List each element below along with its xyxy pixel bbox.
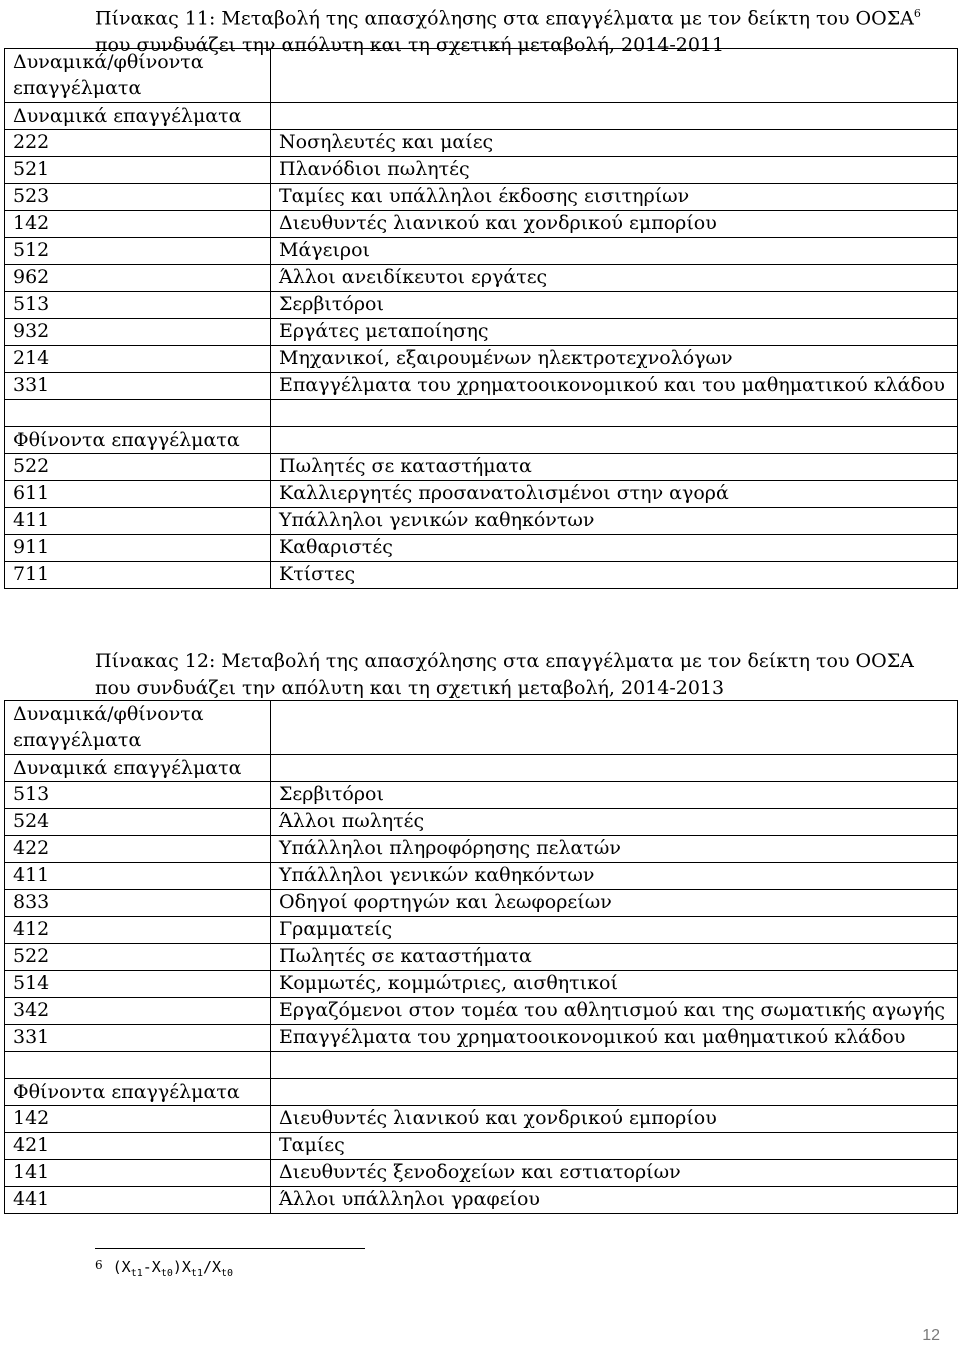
table-row bbox=[5, 1025, 958, 1052]
occupation-cell: Διευθυντές λιανικού και χονδρικού εμπορίου bbox=[271, 1106, 958, 1133]
code-cell: 522 bbox=[5, 944, 271, 971]
table-12-body bbox=[5, 701, 958, 1214]
code-cell: 962 bbox=[5, 265, 271, 292]
table-row bbox=[5, 481, 958, 508]
occupation-cell: Επαγγέλματα του χρηματοοικονομικού και του μαθηματικού κλάδου bbox=[271, 373, 958, 400]
code-cell: 512 bbox=[5, 238, 271, 265]
table-row bbox=[5, 782, 958, 809]
code-cell: 932 bbox=[5, 319, 271, 346]
footnote-number: 6 bbox=[95, 1258, 103, 1272]
code-cell: 331 bbox=[5, 1025, 271, 1052]
table-11 bbox=[4, 48, 958, 589]
table-12 bbox=[4, 700, 958, 1214]
category-cell: Φθίνοντα επαγγέλματα bbox=[5, 427, 271, 454]
code-cell: 411 bbox=[5, 508, 271, 535]
table-row bbox=[5, 809, 958, 836]
occupation-cell: Κομμωτές, κομμώτριες, αισθητικοί bbox=[271, 971, 958, 998]
occupation-cell: Ταμίες και υπάλληλοι έκδοσης εισιτηρίων bbox=[271, 184, 958, 211]
occupation-cell: Άλλοι πωλητές bbox=[271, 809, 958, 836]
table-12-caption-line2: που συνδυάζει την απόλυτη και τη σχετική μεταβολή, 2014-2013 bbox=[95, 677, 725, 699]
header-cell: Δυναμικά/φθίνοντα επαγγέλματα bbox=[5, 701, 271, 755]
table-row bbox=[5, 508, 958, 535]
occupation-cell: Πωλητές σε καταστήματα bbox=[271, 454, 958, 481]
table-12-caption-line1: Πίνακας 12: Μεταβολή της απασχόλησης στα επαγγέλματα με τον δείκτη του ΟΟΣΑ bbox=[95, 650, 914, 672]
table-row bbox=[5, 890, 958, 917]
empty-cell bbox=[5, 400, 271, 427]
table-row bbox=[5, 1187, 958, 1214]
table-row bbox=[5, 373, 958, 400]
occupation-cell: Μηχανικοί, εξαιρουμένων ηλεκτροτεχνολόγων bbox=[271, 346, 958, 373]
code-cell: 513 bbox=[5, 782, 271, 809]
footnote-ref[interactable]: 6 bbox=[913, 7, 921, 20]
occupation-cell: Καθαριστές bbox=[271, 535, 958, 562]
table-row bbox=[5, 292, 958, 319]
table-row bbox=[5, 863, 958, 890]
table-11-body bbox=[5, 49, 958, 589]
table-row bbox=[5, 454, 958, 481]
table-row bbox=[5, 917, 958, 944]
category-row-dynamic bbox=[5, 755, 958, 782]
footnote: $^6$ $(X_{t1}-X_{t0})X_{t1}/X_{t0}$ bbox=[95, 1258, 234, 1279]
category-row-dynamic bbox=[5, 103, 958, 130]
empty-cell bbox=[271, 1052, 958, 1079]
code-cell: 222 bbox=[5, 130, 271, 157]
category-cell: Δυναμικά επαγγέλματα bbox=[5, 755, 271, 782]
table-row bbox=[5, 130, 958, 157]
code-cell: 342 bbox=[5, 998, 271, 1025]
occupation-cell: Άλλοι υπάλληλοι γραφείου bbox=[271, 1187, 958, 1214]
table-row bbox=[5, 535, 958, 562]
category-row-declining bbox=[5, 427, 958, 454]
header-cell: Δυναμικά/φθίνοντα επαγγέλματα bbox=[5, 49, 271, 103]
code-cell: 412 bbox=[5, 917, 271, 944]
table-row bbox=[5, 319, 958, 346]
page-number: 12 bbox=[922, 1327, 940, 1344]
occupation-cell: Διευθυντές ξενοδοχείων και εστιατορίων bbox=[271, 1160, 958, 1187]
code-cell: 331 bbox=[5, 373, 271, 400]
table-row bbox=[5, 998, 958, 1025]
occupation-cell: Σερβιτόροι bbox=[271, 292, 958, 319]
table-11-caption-line1: Πίνακας 11: Μεταβολή της απασχόλησης στα επαγγέλματα με τον δείκτη του ΟΟΣΑ$^6$ bbox=[95, 7, 921, 30]
code-cell: 522 bbox=[5, 454, 271, 481]
occupation-cell: Πλανόδιοι πωλητές bbox=[271, 157, 958, 184]
table-row bbox=[5, 184, 958, 211]
table-row bbox=[5, 944, 958, 971]
occupation-cell: Άλλοι ανειδίκευτοι εργάτες bbox=[271, 265, 958, 292]
occupation-cell: Καλλιεργητές προσανατολισμένοι στην αγορά bbox=[271, 481, 958, 508]
code-cell: 711 bbox=[5, 562, 271, 589]
code-cell: 422 bbox=[5, 836, 271, 863]
code-cell: 514 bbox=[5, 971, 271, 998]
code-cell: 911 bbox=[5, 535, 271, 562]
footnote-divider bbox=[95, 1248, 365, 1249]
code-cell: 513 bbox=[5, 292, 271, 319]
occupation-cell: Πωλητές σε καταστήματα bbox=[271, 944, 958, 971]
category-cell: Φθίνοντα επαγγέλματα bbox=[5, 1079, 271, 1106]
occupation-cell: Οδηγοί φορτηγών και λεωφορείων bbox=[271, 890, 958, 917]
code-cell: 833 bbox=[5, 890, 271, 917]
empty-cell bbox=[271, 427, 958, 454]
empty-cell bbox=[271, 400, 958, 427]
occupation-cell: Γραμματείς bbox=[271, 917, 958, 944]
code-cell: 521 bbox=[5, 157, 271, 184]
occupation-cell: Νοσηλευτές και μαίες bbox=[271, 130, 958, 157]
empty-cell bbox=[271, 1079, 958, 1106]
occupation-cell: Υπάλληλοι πληροφόρησης πελατών bbox=[271, 836, 958, 863]
table-row bbox=[5, 836, 958, 863]
table-row bbox=[5, 346, 958, 373]
table-row bbox=[5, 238, 958, 265]
table-row bbox=[5, 265, 958, 292]
table-row bbox=[5, 971, 958, 998]
table-header-row bbox=[5, 701, 958, 755]
table-row bbox=[5, 1133, 958, 1160]
code-cell: 141 bbox=[5, 1160, 271, 1187]
table-row bbox=[5, 157, 958, 184]
code-cell: 411 bbox=[5, 863, 271, 890]
table-11-caption-line2: που συνδυάζει την απόλυτη και τη σχετική μεταβολή, 2014-2011 bbox=[95, 34, 725, 57]
spacer-row bbox=[5, 400, 958, 427]
code-cell: 441 bbox=[5, 1187, 271, 1214]
spacer-row bbox=[5, 1052, 958, 1079]
code-cell: 142 bbox=[5, 211, 271, 238]
occupation-cell: Υπάλληλοι γενικών καθηκόντων bbox=[271, 863, 958, 890]
table-row bbox=[5, 1160, 958, 1187]
code-cell: 421 bbox=[5, 1133, 271, 1160]
occupation-cell: Υπάλληλοι γενικών καθηκόντων bbox=[271, 508, 958, 535]
table-row bbox=[5, 1106, 958, 1133]
occupation-cell: Εργάτες μεταποίησης bbox=[271, 319, 958, 346]
empty-cell bbox=[271, 49, 958, 103]
table-row bbox=[5, 562, 958, 589]
code-cell: 524 bbox=[5, 809, 271, 836]
occupation-cell: Ταμίες bbox=[271, 1133, 958, 1160]
category-cell: Δυναμικά επαγγέλματα bbox=[5, 103, 271, 130]
occupation-cell: Διευθυντές λιανικού και χονδρικού εμπορίου bbox=[271, 211, 958, 238]
code-cell: 142 bbox=[5, 1106, 271, 1133]
occupation-cell: Κτίστες bbox=[271, 562, 958, 589]
table-row bbox=[5, 211, 958, 238]
occupation-cell: Μάγειροι bbox=[271, 238, 958, 265]
table-12-caption bbox=[95, 648, 925, 702]
code-cell: 214 bbox=[5, 346, 271, 373]
empty-cell bbox=[271, 755, 958, 782]
empty-cell bbox=[271, 701, 958, 755]
occupation-cell: Σερβιτόροι bbox=[271, 782, 958, 809]
code-cell: 611 bbox=[5, 481, 271, 508]
empty-cell bbox=[5, 1052, 271, 1079]
table-header-row bbox=[5, 49, 958, 103]
category-row-declining bbox=[5, 1079, 958, 1106]
code-cell: 523 bbox=[5, 184, 271, 211]
occupation-cell: Εργαζόμενοι στον τομέα του αθλητισμού και της σωματικής αγωγής bbox=[271, 998, 958, 1025]
occupation-cell: Επαγγέλματα του χρηματοοικονομικού και μαθηματικού κλάδου bbox=[271, 1025, 958, 1052]
empty-cell bbox=[271, 103, 958, 130]
